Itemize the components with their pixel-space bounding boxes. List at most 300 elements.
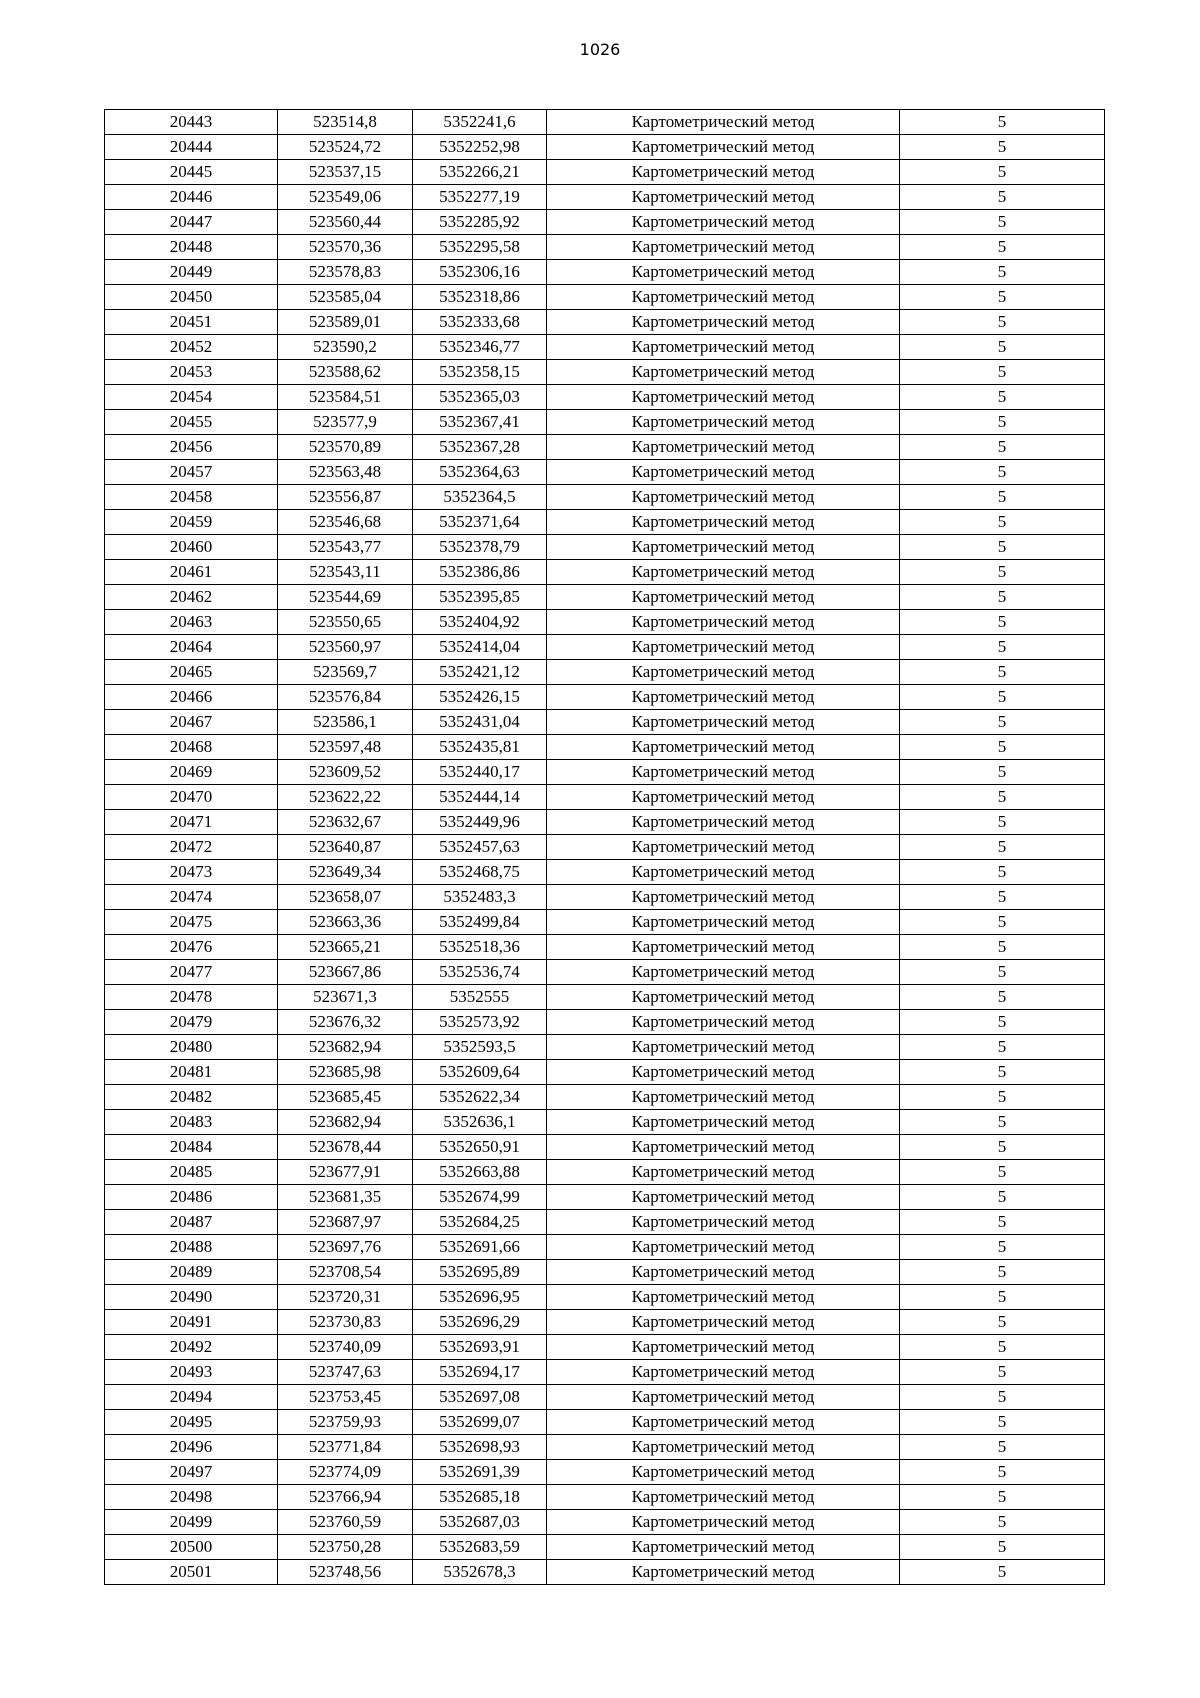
table-row [105,360,1105,385]
accuracy-cell: 5 [900,1235,1105,1260]
accuracy-cell: 5 [900,185,1105,210]
accuracy-cell: 5 [900,135,1105,160]
accuracy-cell: 5 [900,935,1105,960]
y-coordinate-cell: 5352426,15 [413,685,547,710]
y-coordinate-cell: 5352440,17 [413,760,547,785]
x-coordinate-cell: 523584,51 [278,385,413,410]
table-row [105,710,1105,735]
x-coordinate-cell: 523677,91 [278,1160,413,1185]
point-number-cell: 20457 [105,460,278,485]
y-coordinate-cell: 5352593,5 [413,1035,547,1060]
method-cell: Картометрический метод [547,660,900,685]
x-coordinate-cell: 523577,9 [278,410,413,435]
point-number-cell: 20485 [105,1160,278,1185]
point-number-cell: 20479 [105,1010,278,1035]
method-cell: Картометрический метод [547,710,900,735]
point-number-cell: 20501 [105,1560,278,1585]
x-coordinate-cell: 523708,54 [278,1260,413,1285]
y-coordinate-cell: 5352346,77 [413,335,547,360]
method-cell: Картометрический метод [547,485,900,510]
method-cell: Картометрический метод [547,285,900,310]
method-cell: Картометрический метод [547,435,900,460]
table-row [105,235,1105,260]
table-row [105,935,1105,960]
method-cell: Картометрический метод [547,960,900,985]
x-coordinate-cell: 523766,94 [278,1485,413,1510]
method-cell: Картометрический метод [547,1085,900,1110]
y-coordinate-cell: 5352431,04 [413,710,547,735]
y-coordinate-cell: 5352518,36 [413,935,547,960]
table-row [105,1210,1105,1235]
y-coordinate-cell: 5352378,79 [413,535,547,560]
accuracy-cell: 5 [900,985,1105,1010]
method-cell: Картометрический метод [547,1235,900,1260]
y-coordinate-cell: 5352435,81 [413,735,547,760]
method-cell: Картометрический метод [547,835,900,860]
x-coordinate-cell: 523667,86 [278,960,413,985]
x-coordinate-cell: 523753,45 [278,1385,413,1410]
method-cell: Картометрический метод [547,860,900,885]
point-number-cell: 20455 [105,410,278,435]
x-coordinate-cell: 523687,97 [278,1210,413,1235]
accuracy-cell: 5 [900,310,1105,335]
y-coordinate-cell: 5352285,92 [413,210,547,235]
x-coordinate-cell: 523544,69 [278,585,413,610]
table-row [105,960,1105,985]
accuracy-cell: 5 [900,1535,1105,1560]
y-coordinate-cell: 5352609,64 [413,1060,547,1085]
x-coordinate-cell: 523585,04 [278,285,413,310]
method-cell: Картометрический метод [547,410,900,435]
y-coordinate-cell: 5352449,96 [413,810,547,835]
accuracy-cell: 5 [900,1110,1105,1135]
point-number-cell: 20496 [105,1435,278,1460]
point-number-cell: 20489 [105,1260,278,1285]
x-coordinate-cell: 523750,28 [278,1535,413,1560]
point-number-cell: 20459 [105,510,278,535]
accuracy-cell: 5 [900,585,1105,610]
table-row [105,810,1105,835]
method-cell: Картометрический метод [547,1035,900,1060]
table-row [105,485,1105,510]
method-cell: Картометрический метод [547,185,900,210]
method-cell: Картометрический метод [547,1335,900,1360]
point-number-cell: 20486 [105,1185,278,1210]
x-coordinate-cell: 523685,45 [278,1085,413,1110]
method-cell: Картометрический метод [547,135,900,160]
point-number-cell: 20456 [105,435,278,460]
y-coordinate-cell: 5352693,91 [413,1335,547,1360]
method-cell: Картометрический метод [547,1485,900,1510]
x-coordinate-cell: 523740,09 [278,1335,413,1360]
x-coordinate-cell: 523632,67 [278,810,413,835]
method-cell: Картометрический метод [547,735,900,760]
accuracy-cell: 5 [900,1460,1105,1485]
x-coordinate-cell: 523665,21 [278,935,413,960]
x-coordinate-cell: 523550,65 [278,610,413,635]
point-number-cell: 20446 [105,185,278,210]
table-row [105,435,1105,460]
y-coordinate-cell: 5352333,68 [413,310,547,335]
accuracy-cell: 5 [900,510,1105,535]
table-row [105,185,1105,210]
y-coordinate-cell: 5352367,28 [413,435,547,460]
method-cell: Картометрический метод [547,635,900,660]
table-row [105,1235,1105,1260]
method-cell: Картометрический метод [547,110,900,135]
table-row [105,1035,1105,1060]
table-row [105,135,1105,160]
accuracy-cell: 5 [900,1135,1105,1160]
accuracy-cell: 5 [900,1485,1105,1510]
point-number-cell: 20478 [105,985,278,1010]
accuracy-cell: 5 [900,860,1105,885]
table-row [105,210,1105,235]
table-row [105,1560,1105,1585]
point-number-cell: 20482 [105,1085,278,1110]
y-coordinate-cell: 5352684,25 [413,1210,547,1235]
x-coordinate-cell: 523546,68 [278,510,413,535]
point-number-cell: 20494 [105,1385,278,1410]
table-row [105,1160,1105,1185]
y-coordinate-cell: 5352421,12 [413,660,547,685]
y-coordinate-cell: 5352252,98 [413,135,547,160]
y-coordinate-cell: 5352277,19 [413,185,547,210]
accuracy-cell: 5 [900,710,1105,735]
x-coordinate-cell: 523649,34 [278,860,413,885]
x-coordinate-cell: 523730,83 [278,1310,413,1335]
table-row [105,1285,1105,1310]
x-coordinate-cell: 523588,62 [278,360,413,385]
method-cell: Картометрический метод [547,1285,900,1310]
y-coordinate-cell: 5352663,88 [413,1160,547,1185]
y-coordinate-cell: 5352573,92 [413,1010,547,1035]
table-row [105,1385,1105,1410]
y-coordinate-cell: 5352306,16 [413,260,547,285]
y-coordinate-cell: 5352404,92 [413,610,547,635]
x-coordinate-cell: 523622,22 [278,785,413,810]
accuracy-cell: 5 [900,1510,1105,1535]
x-coordinate-cell: 523543,11 [278,560,413,585]
accuracy-cell: 5 [900,735,1105,760]
y-coordinate-cell: 5352364,63 [413,460,547,485]
method-cell: Картометрический метод [547,1360,900,1385]
y-coordinate-cell: 5352364,5 [413,485,547,510]
table-row [105,160,1105,185]
x-coordinate-cell: 523640,87 [278,835,413,860]
x-coordinate-cell: 523658,07 [278,885,413,910]
accuracy-cell: 5 [900,885,1105,910]
point-number-cell: 20492 [105,1335,278,1360]
method-cell: Картометрический метод [547,560,900,585]
table-row [105,1060,1105,1085]
method-cell: Картометрический метод [547,210,900,235]
table-row [105,1310,1105,1335]
x-coordinate-cell: 523543,77 [278,535,413,560]
y-coordinate-cell: 5352483,3 [413,885,547,910]
x-coordinate-cell: 523671,3 [278,985,413,1010]
y-coordinate-cell: 5352678,3 [413,1560,547,1585]
method-cell: Картометрический метод [547,160,900,185]
table-row [105,1410,1105,1435]
table-row [105,610,1105,635]
table-row [105,1185,1105,1210]
accuracy-cell: 5 [900,435,1105,460]
table-row [105,635,1105,660]
accuracy-cell: 5 [900,660,1105,685]
point-number-cell: 20464 [105,635,278,660]
y-coordinate-cell: 5352674,99 [413,1185,547,1210]
y-coordinate-cell: 5352395,85 [413,585,547,610]
table-row [105,1010,1105,1035]
y-coordinate-cell: 5352697,08 [413,1385,547,1410]
x-coordinate-cell: 523760,59 [278,1510,413,1535]
table-row [105,1085,1105,1110]
method-cell: Картометрический метод [547,1110,900,1135]
table-row [105,385,1105,410]
method-cell: Картометрический метод [547,985,900,1010]
table-row [105,110,1105,135]
x-coordinate-cell: 523590,2 [278,335,413,360]
point-number-cell: 20468 [105,735,278,760]
x-coordinate-cell: 523563,48 [278,460,413,485]
accuracy-cell: 5 [900,1435,1105,1460]
table-row [105,1135,1105,1160]
accuracy-cell: 5 [900,160,1105,185]
point-number-cell: 20481 [105,1060,278,1085]
accuracy-cell: 5 [900,1160,1105,1185]
x-coordinate-cell: 523576,84 [278,685,413,710]
method-cell: Картометрический метод [547,1260,900,1285]
point-number-cell: 20443 [105,110,278,135]
y-coordinate-cell: 5352650,91 [413,1135,547,1160]
point-number-cell: 20488 [105,1235,278,1260]
method-cell: Картометрический метод [547,460,900,485]
y-coordinate-cell: 5352691,39 [413,1460,547,1485]
x-coordinate-cell: 523524,72 [278,135,413,160]
point-number-cell: 20471 [105,810,278,835]
point-number-cell: 20452 [105,335,278,360]
y-coordinate-cell: 5352536,74 [413,960,547,985]
point-number-cell: 20484 [105,1135,278,1160]
point-number-cell: 20448 [105,235,278,260]
method-cell: Картометрический метод [547,510,900,535]
point-number-cell: 20470 [105,785,278,810]
accuracy-cell: 5 [900,1210,1105,1235]
point-number-cell: 20447 [105,210,278,235]
y-coordinate-cell: 5352687,03 [413,1510,547,1535]
point-number-cell: 20490 [105,1285,278,1310]
x-coordinate-cell: 523697,76 [278,1235,413,1260]
accuracy-cell: 5 [900,1360,1105,1385]
point-number-cell: 20469 [105,760,278,785]
point-number-cell: 20500 [105,1535,278,1560]
point-number-cell: 20463 [105,610,278,635]
point-number-cell: 20462 [105,585,278,610]
accuracy-cell: 5 [900,1385,1105,1410]
method-cell: Картометрический метод [547,335,900,360]
accuracy-cell: 5 [900,385,1105,410]
point-number-cell: 20483 [105,1110,278,1135]
accuracy-cell: 5 [900,1560,1105,1585]
method-cell: Картометрический метод [547,1160,900,1185]
table-row [105,1485,1105,1510]
accuracy-cell: 5 [900,535,1105,560]
y-coordinate-cell: 5352358,15 [413,360,547,385]
x-coordinate-cell: 523514,8 [278,110,413,135]
point-number-cell: 20450 [105,285,278,310]
method-cell: Картометрический метод [547,360,900,385]
method-cell: Картометрический метод [547,935,900,960]
accuracy-cell: 5 [900,1410,1105,1435]
accuracy-cell: 5 [900,785,1105,810]
accuracy-cell: 5 [900,760,1105,785]
point-number-cell: 20444 [105,135,278,160]
accuracy-cell: 5 [900,1335,1105,1360]
table-row [105,1435,1105,1460]
method-cell: Картометрический метод [547,1310,900,1335]
accuracy-cell: 5 [900,485,1105,510]
x-coordinate-cell: 523570,36 [278,235,413,260]
y-coordinate-cell: 5352386,86 [413,560,547,585]
method-cell: Картометрический метод [547,760,900,785]
y-coordinate-cell: 5352699,07 [413,1410,547,1435]
table-row [105,1335,1105,1360]
table-row [105,585,1105,610]
method-cell: Картометрический метод [547,785,900,810]
point-number-cell: 20493 [105,1360,278,1385]
table-row [105,1260,1105,1285]
point-number-cell: 20495 [105,1410,278,1435]
accuracy-cell: 5 [900,835,1105,860]
table-row [105,410,1105,435]
table-body [105,110,1105,1585]
point-number-cell: 20453 [105,360,278,385]
x-coordinate-cell: 523560,44 [278,210,413,235]
accuracy-cell: 5 [900,335,1105,360]
point-number-cell: 20476 [105,935,278,960]
x-coordinate-cell: 523682,94 [278,1110,413,1135]
y-coordinate-cell: 5352694,17 [413,1360,547,1385]
accuracy-cell: 5 [900,410,1105,435]
method-cell: Картометрический метод [547,1185,900,1210]
accuracy-cell: 5 [900,460,1105,485]
table-row [105,785,1105,810]
point-number-cell: 20497 [105,1460,278,1485]
x-coordinate-cell: 523682,94 [278,1035,413,1060]
method-cell: Картометрический метод [547,610,900,635]
accuracy-cell: 5 [900,1085,1105,1110]
method-cell: Картометрический метод [547,1560,900,1585]
method-cell: Картометрический метод [547,585,900,610]
y-coordinate-cell: 5352365,03 [413,385,547,410]
x-coordinate-cell: 523570,89 [278,435,413,460]
x-coordinate-cell: 523589,01 [278,310,413,335]
y-coordinate-cell: 5352683,59 [413,1535,547,1560]
point-number-cell: 20449 [105,260,278,285]
y-coordinate-cell: 5352698,93 [413,1435,547,1460]
accuracy-cell: 5 [900,285,1105,310]
y-coordinate-cell: 5352295,58 [413,235,547,260]
table-row [105,1460,1105,1485]
y-coordinate-cell: 5352695,89 [413,1260,547,1285]
accuracy-cell: 5 [900,610,1105,635]
coordinates-table [104,109,1105,1585]
accuracy-cell: 5 [900,1260,1105,1285]
accuracy-cell: 5 [900,960,1105,985]
table-row [105,310,1105,335]
point-number-cell: 20466 [105,685,278,710]
y-coordinate-cell: 5352468,75 [413,860,547,885]
x-coordinate-cell: 523663,36 [278,910,413,935]
x-coordinate-cell: 523771,84 [278,1435,413,1460]
point-number-cell: 20474 [105,885,278,910]
point-number-cell: 20498 [105,1485,278,1510]
method-cell: Картометрический метод [547,1460,900,1485]
x-coordinate-cell: 523685,98 [278,1060,413,1085]
y-coordinate-cell: 5352367,41 [413,410,547,435]
method-cell: Картометрический метод [547,235,900,260]
y-coordinate-cell: 5352241,6 [413,110,547,135]
point-number-cell: 20487 [105,1210,278,1235]
accuracy-cell: 5 [900,360,1105,385]
accuracy-cell: 5 [900,110,1105,135]
method-cell: Картометрический метод [547,1435,900,1460]
x-coordinate-cell: 523586,1 [278,710,413,735]
method-cell: Картометрический метод [547,1535,900,1560]
method-cell: Картометрический метод [547,535,900,560]
method-cell: Картометрический метод [547,910,900,935]
method-cell: Картометрический метод [547,385,900,410]
method-cell: Картометрический метод [547,310,900,335]
accuracy-cell: 5 [900,1185,1105,1210]
point-number-cell: 20499 [105,1510,278,1535]
table-row [105,535,1105,560]
accuracy-cell: 5 [900,210,1105,235]
method-cell: Картометрический метод [547,1060,900,1085]
point-number-cell: 20467 [105,710,278,735]
accuracy-cell: 5 [900,1060,1105,1085]
point-number-cell: 20451 [105,310,278,335]
point-number-cell: 20473 [105,860,278,885]
x-coordinate-cell: 523678,44 [278,1135,413,1160]
table-row [105,285,1105,310]
method-cell: Картометрический метод [547,810,900,835]
point-number-cell: 20461 [105,560,278,585]
x-coordinate-cell: 523747,63 [278,1360,413,1385]
page-number: 1026 [579,40,621,59]
x-coordinate-cell: 523774,09 [278,1460,413,1485]
table-row [105,1360,1105,1385]
x-coordinate-cell: 523748,56 [278,1560,413,1585]
point-number-cell: 20460 [105,535,278,560]
y-coordinate-cell: 5352371,64 [413,510,547,535]
x-coordinate-cell: 523676,32 [278,1010,413,1035]
x-coordinate-cell: 523537,15 [278,160,413,185]
x-coordinate-cell: 523681,35 [278,1185,413,1210]
table-row [105,835,1105,860]
method-cell: Картометрический метод [547,1135,900,1160]
table-row [105,685,1105,710]
accuracy-cell: 5 [900,1310,1105,1335]
method-cell: Картометрический метод [547,1410,900,1435]
table-row [105,460,1105,485]
point-number-cell: 20454 [105,385,278,410]
method-cell: Картометрический метод [547,1010,900,1035]
table-row [105,560,1105,585]
y-coordinate-cell: 5352691,66 [413,1235,547,1260]
point-number-cell: 20465 [105,660,278,685]
